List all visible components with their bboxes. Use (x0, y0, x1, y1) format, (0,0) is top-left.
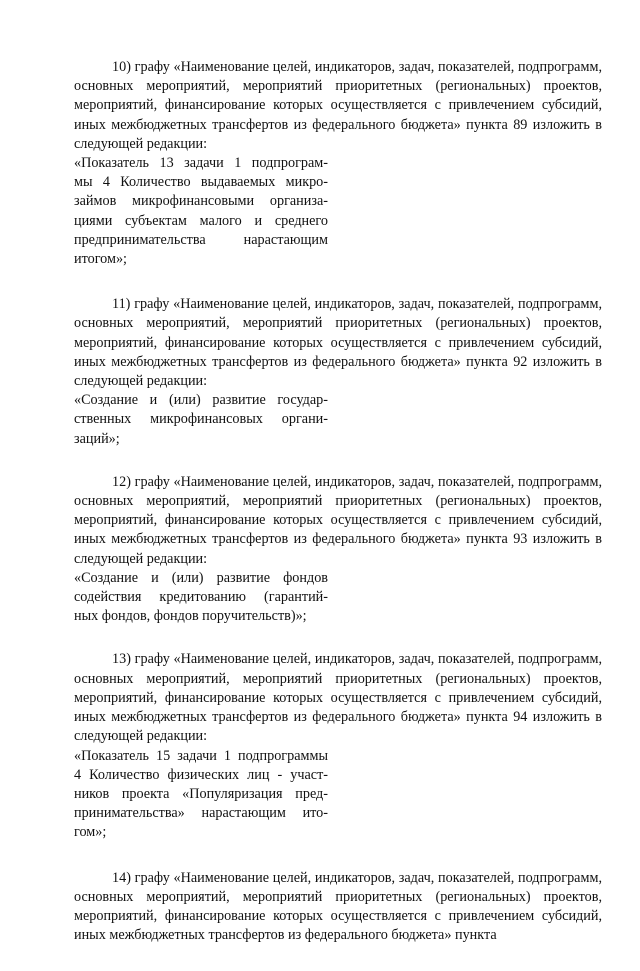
amendment-item-11 (74, 295, 602, 449)
quote-line: «Создание и (или) развитие государ- (74, 392, 328, 409)
quote-line: «Показатель 15 задачи 1 подпрограммы (74, 747, 328, 764)
amendment-paragraph: 13) графу «Наименование целей, индикаторов, задач, показателей, подпрограмм, основных мероприятий, мероприятий приоритетных (региональных) проектов, мероприятий, финансирование которых осуществляется с привлечением субсидий, иных межбюджетных трансфертов из федерального бюджета» пункта 94 изложить в следующей редакции: (74, 651, 602, 745)
quote-line: принимательства» нарастающим ито- (74, 805, 328, 822)
document-page (74, 58, 602, 971)
amendment-item-12 (74, 473, 602, 627)
quote-line: циями субъектам малого и среднего (74, 212, 328, 229)
quote-line: «Создание и (или) развитие фондов (74, 569, 328, 586)
quote-line: 4 Количество физических лиц - участ- (74, 766, 328, 783)
amendment-item-13 (74, 650, 602, 842)
quote-line: гом»; (74, 824, 107, 841)
quote-line: ственных микрофинансовых органи- (74, 411, 328, 428)
quote-line: содействия кредитованию (гарантий- (74, 589, 328, 606)
quote-line: итогом»; (74, 251, 128, 268)
quote-line: займов микрофинансовыми организа- (74, 193, 328, 210)
quote-line: мы 4 Количество выдаваемых микро- (74, 174, 328, 191)
quote-line: ников проекта «Популяризация пред- (74, 785, 328, 802)
amendment-item-10 (74, 58, 602, 269)
amendment-paragraph: 14) графу «Наименование целей, индикаторов, задач, показателей, подпрограмм, основных мероприятий, мероприятий приоритетных (региональных) проектов, мероприятий, финансирование которых осуществляется с привлечением субсидий, иных межбюджетных трансфертов из федерального бюджета» пункта (74, 869, 602, 944)
quoted-replacement-text (74, 569, 328, 627)
amendment-paragraph: 11) графу «Наименование целей, индикаторов, задач, показателей, подпрограмм, основных мероприятий, мероприятий приоритетных (региональных) проектов, мероприятий, финансирование которых осуществляется с привлечением субсидий, иных межбюджетных трансфертов из федерального бюджета» пункта 92 изложить в следующей редакции: (74, 296, 602, 390)
quoted-replacement-text (74, 391, 328, 449)
amendment-paragraph: 12) графу «Наименование целей, индикаторов, задач, показателей, подпрограмм, основных мероприятий, мероприятий приоритетных (региональных) проектов, мероприятий, финансирование которых осуществляется с привлечением субсидий, иных межбюджетных трансфертов из федерального бюджета» пункта 93 изложить в следующей редакции: (74, 473, 602, 567)
amendment-paragraph: 10) графу «Наименование целей, индикаторов, задач, показателей, подпрограмм, основных мероприятий, мероприятий приоритетных (региональных) проектов, мероприятий, финансирование которых осуществляется с привлечением субсидий, иных межбюджетных трансфертов из федерального бюджета» пункта 89 изложить в следующей редакции: (74, 59, 602, 152)
quote-line: предпринимательства нарастающим (74, 231, 328, 248)
quote-line: ных фондов, фондов поручительств)»; (74, 608, 307, 625)
quote-line: «Показатель 13 задачи 1 подпрограм- (74, 155, 328, 172)
quoted-replacement-text (74, 747, 328, 843)
quote-line: заций»; (74, 430, 120, 447)
amendment-item-14 (74, 869, 602, 946)
quoted-replacement-text (74, 154, 328, 269)
